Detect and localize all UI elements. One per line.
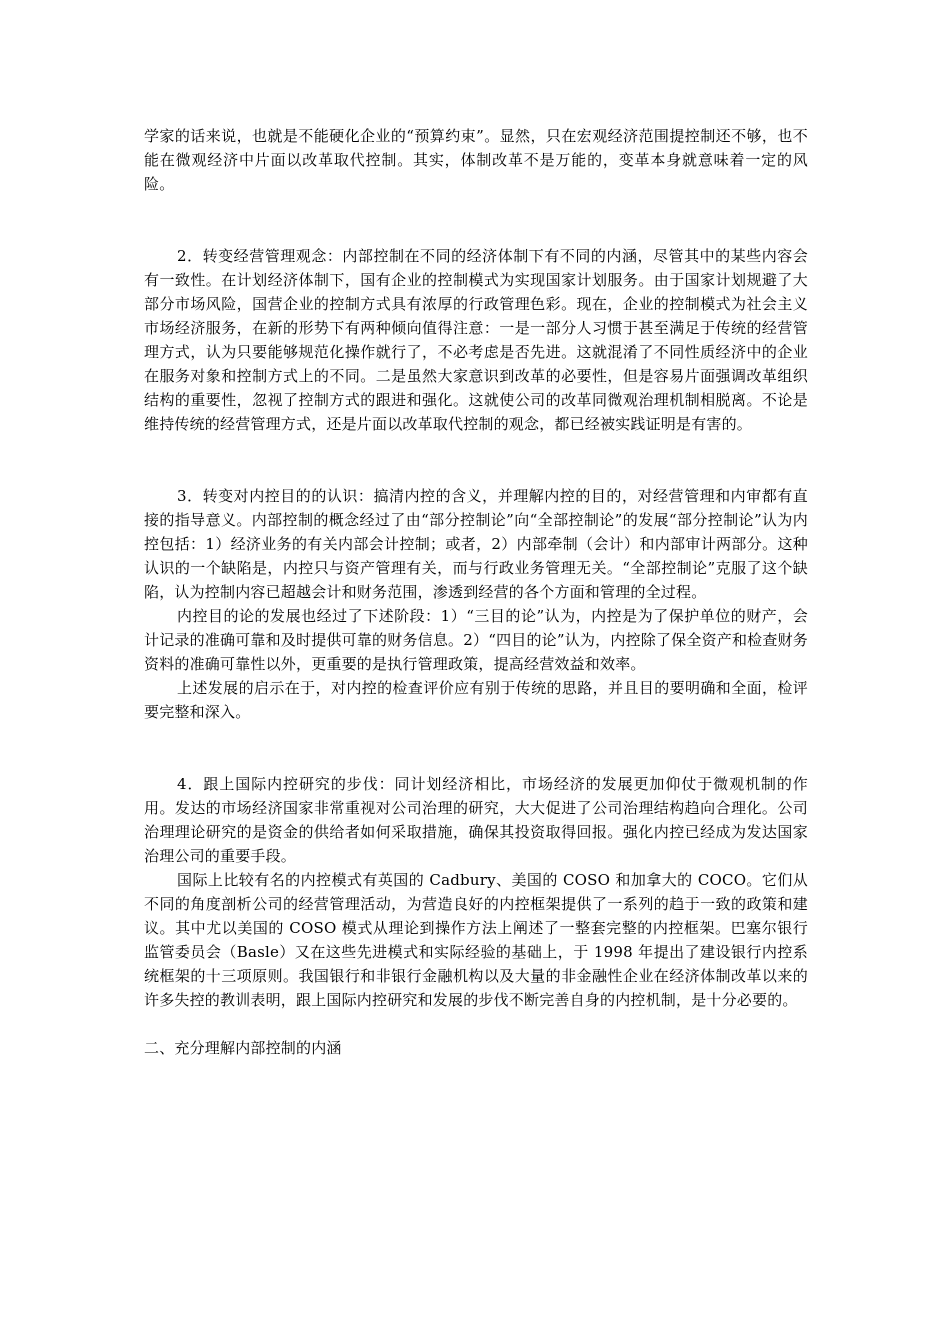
paragraph-point-3-conclusion: 上述发展的启示在于，对内控的检查评价应有别于传统的思路，并且目的要明确和全面，检评要完整和深入。 bbox=[144, 679, 808, 721]
paragraph-point-4: 4．跟上国际内控研究的步伐：同计划经济相比，市场经济的发展更加仰仗于微观机制的作用。发达的市场经济国家非常重视对公司治理的研究，大大促进了公司治理结构趋向合理化。公司治理理论研究的是资金的供给者如何采取措施，确保其投资取得回报。强化内控已经成为发达国家治理公司的重要手段。 bbox=[144, 775, 808, 865]
document-page bbox=[144, 120, 808, 1060]
paragraph-point-2: 2．转变经营管理观念：内部控制在不同的经济体制下有不同的内涵，尽管其中的某些内容会有一致性。在计划经济体制下，国有企业的控制模式为实现国家计划服务。由于国家计划规避了大部分市场风险，国营企业的控制方式具有浓厚的行政管理色彩。现在，企业的控制模式为社会主义市场经济服务，在新的形势下有两种倾向值得注意：一是一部分人习惯于甚至满足于传统的经营管理方式，认为只要能够规范化操作就行了，不必考虑是否先进。这就混淆了不同性质经济中的企业在服务对象和控制方式上的不同。二是虽然大家意识到改革的必要性，但是容易片面强调改革组织结构的重要性，忽视了控制方式的跟进和强化。这就使公司的改革同微观治理机制相脱离。不论是维持传统的经营管理方式，还是片面以改革取代控制的观念，都已经被实践证明是有害的。 bbox=[144, 247, 808, 433]
section-heading: 二、充分理解内部控制的内涵 bbox=[144, 1039, 342, 1057]
paragraph-point-3-purpose: 内控目的论的发展也经过了下述阶段：1）“三目的论”认为，内控是为了保护单位的财产，会计记录的准确可靠和及时提供可靠的财务信息。2）“四目的论”认为，内控除了保全资产和检查财务资料的准确可靠性以外，更重要的是执行管理政策，提高经营效益和效率。 bbox=[144, 607, 808, 673]
paragraph-point-4-models: 国际上比较有名的内控模式有英国的 Cadbury、美国的 COSO 和加拿大的 COCO。它们从不同的角度剖析公司的经营管理活动，为营造良好的内控框架提供了一系列的趋于一致的政策和建议。其中尤以美国的 COSO 模式从理论到操作方法上阐述了一整套完整的内控框架。巴塞尔银行监管委员会（Basle）又在这些先进模式和实际经验的基础上，于 1998 年提出了建设银行内控系统框架的十三项原则。我国银行和非银行金融机构以及大量的非金融性企业在经济体制改革以来的许多失控的教训表明，跟上国际内控研究和发展的步伐不断完善自身的内控机制，是十分必要的。 bbox=[144, 871, 808, 1009]
paragraph-point-3: 3．转变对内控目的的认识：搞清内控的含义，并理解内控的目的，对经营管理和内审都有直接的指导意义。内部控制的概念经过了由“部分控制论”向“全部控制论”的发展“部分控制论”认为内控包括：1）经济业务的有关内部会计控制；或者，2）内部牵制（会计）和内部审计两部分。这种认识的一个缺陷是，内控只与资产管理有关，而与行政业务管理无关。“全部控制论”克服了这个缺陷，认为控制内容已超越会计和财务范围，渗透到经营的各个方面和管理的全过程。 bbox=[144, 487, 808, 601]
paragraph-intro: 学家的话来说，也就是不能硬化企业的“预算约束”。显然，只在宏观经济范围提控制还不够，也不能在微观经济中片面以改革取代控制。其实，体制改革不是万能的，变革本身就意味着一定的风险。 bbox=[144, 127, 808, 193]
